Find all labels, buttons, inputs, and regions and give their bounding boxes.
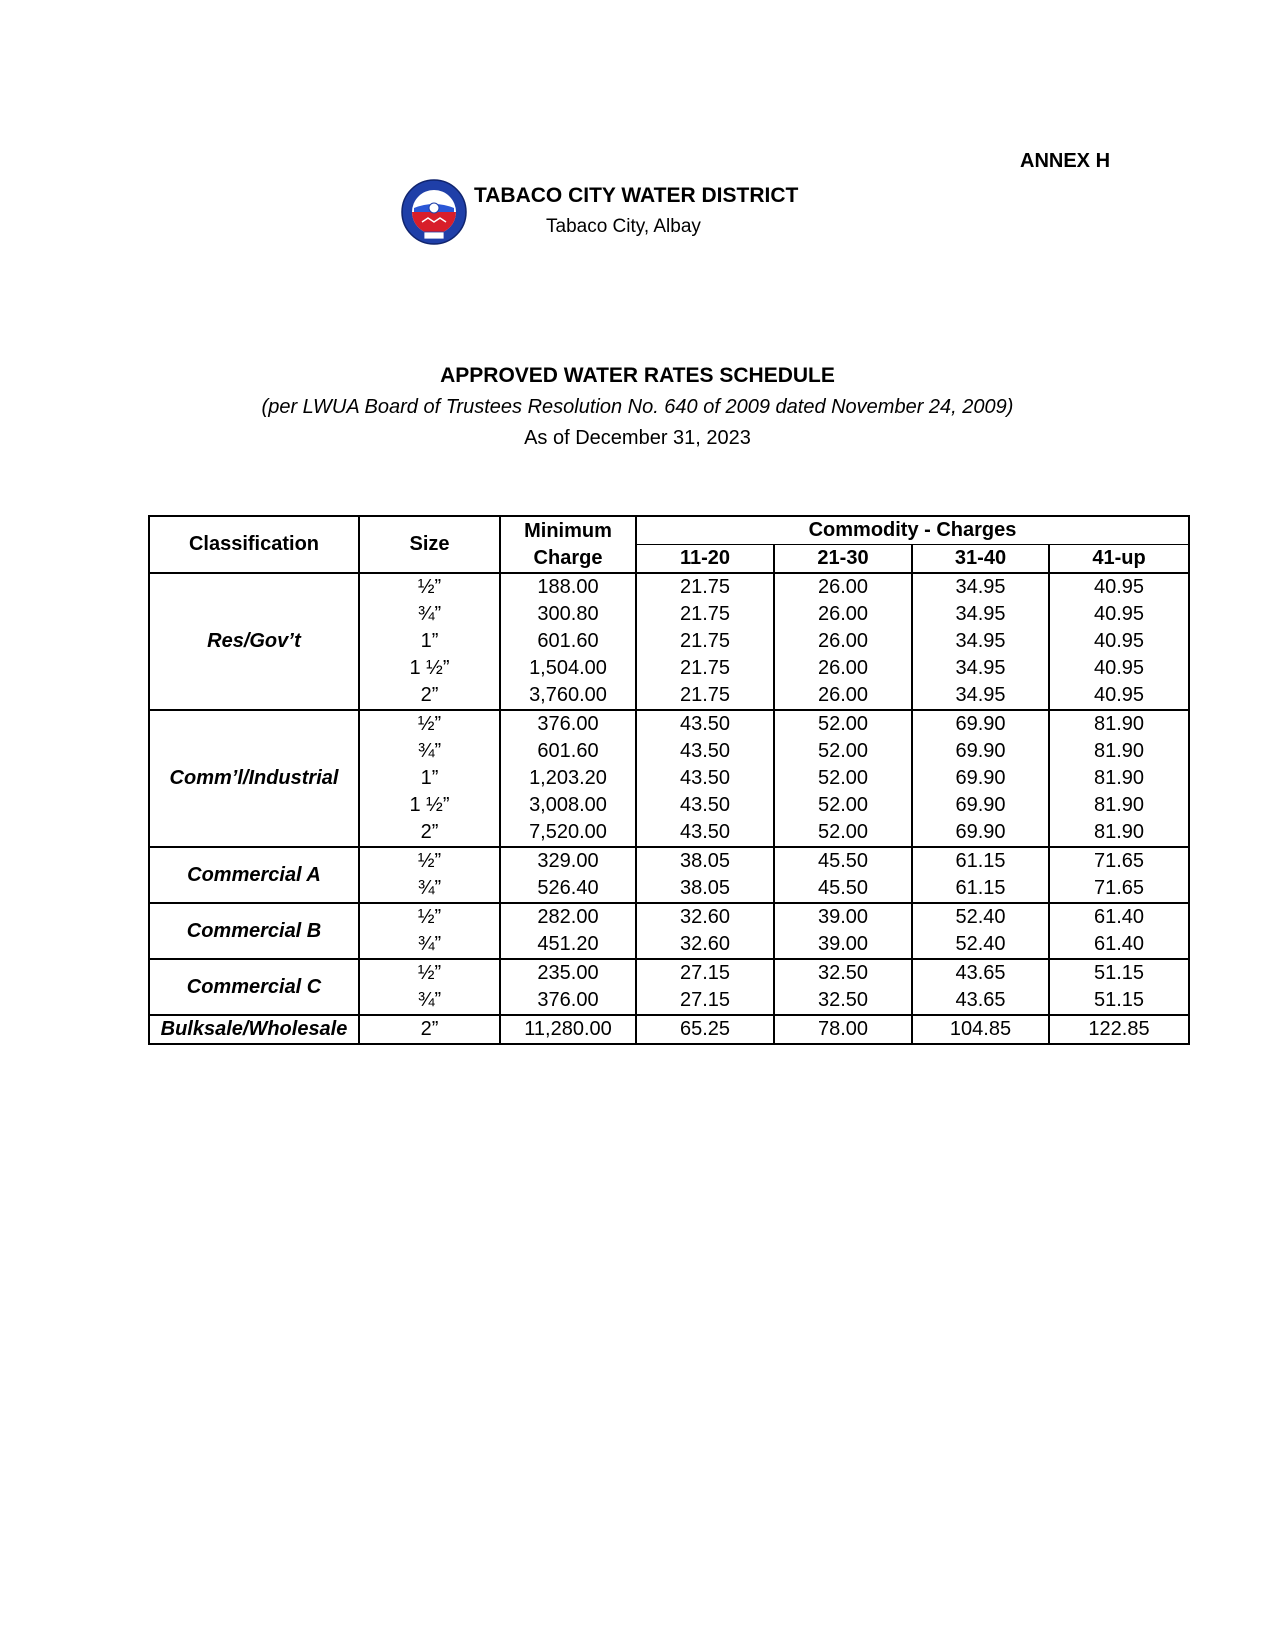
minimum-charge-cell: 3,760.00 — [500, 682, 636, 710]
charge-41-up-cell: 81.90 — [1049, 792, 1189, 819]
charge-11-20-cell: 32.60 — [636, 903, 774, 931]
charge-31-40-cell: 61.15 — [912, 875, 1049, 903]
size-cell: 1 ½” — [359, 655, 500, 682]
charge-21-30-cell: 52.00 — [774, 710, 912, 738]
minimum-charge-cell: 1,504.00 — [500, 655, 636, 682]
header-size: Size — [359, 516, 500, 573]
water-rates-table — [148, 515, 1190, 1045]
charge-21-30-cell: 52.00 — [774, 765, 912, 792]
size-cell: ½” — [359, 710, 500, 738]
document-subtitle: (per LWUA Board of Trustees Resolution No. 640 of 2009 dated November 24, 2009) — [261, 396, 1014, 418]
charge-31-40-cell: 34.95 — [912, 655, 1049, 682]
organization-address: Tabaco City, Albay — [546, 216, 701, 237]
charge-21-30-cell: 32.50 — [774, 959, 912, 987]
classification-cell: Commercial C — [149, 959, 359, 1015]
classification-cell: Res/Gov’t — [149, 573, 359, 710]
size-cell: ¾” — [359, 738, 500, 765]
charge-31-40-cell: 34.95 — [912, 601, 1049, 628]
size-cell: 1” — [359, 765, 500, 792]
charge-41-up-cell: 40.95 — [1049, 682, 1189, 710]
minimum-charge-cell: 11,280.00 — [500, 1015, 636, 1044]
charge-41-up-cell: 61.40 — [1049, 903, 1189, 931]
charge-41-up-cell: 40.95 — [1049, 573, 1189, 601]
charge-31-40-cell: 52.40 — [912, 931, 1049, 959]
header-bracket-31-40: 31-40 — [912, 545, 1049, 574]
size-cell: ¾” — [359, 875, 500, 903]
minimum-charge-cell: 376.00 — [500, 710, 636, 738]
charge-11-20-cell: 43.50 — [636, 738, 774, 765]
table-row — [149, 903, 1189, 931]
table-row — [149, 710, 1189, 738]
charge-41-up-cell: 81.90 — [1049, 765, 1189, 792]
charge-41-up-cell: 40.95 — [1049, 655, 1189, 682]
size-cell: ½” — [359, 573, 500, 601]
charge-11-20-cell: 21.75 — [636, 573, 774, 601]
minimum-charge-cell: 451.20 — [500, 931, 636, 959]
size-cell: 2” — [359, 682, 500, 710]
charge-11-20-cell: 21.75 — [636, 628, 774, 655]
charge-21-30-cell: 26.00 — [774, 573, 912, 601]
header-minimum-line2: Charge — [533, 546, 603, 569]
header-bracket-41-up: 41-up — [1049, 545, 1189, 574]
charge-41-up-cell: 40.95 — [1049, 601, 1189, 628]
size-cell: 2” — [359, 1015, 500, 1044]
size-cell: 1” — [359, 628, 500, 655]
document-title: APPROVED WATER RATES SCHEDULE — [440, 364, 835, 387]
charge-11-20-cell: 32.60 — [636, 931, 774, 959]
charge-31-40-cell: 104.85 — [912, 1015, 1049, 1044]
size-cell: ¾” — [359, 987, 500, 1015]
charge-41-up-cell: 71.65 — [1049, 847, 1189, 875]
header-minimum-charge — [500, 516, 636, 573]
charge-31-40-cell: 34.95 — [912, 573, 1049, 601]
charge-41-up-cell: 81.90 — [1049, 819, 1189, 847]
document-date: As of December 31, 2023 — [524, 427, 751, 449]
charge-41-up-cell: 81.90 — [1049, 738, 1189, 765]
charge-11-20-cell: 38.05 — [636, 875, 774, 903]
table-row — [149, 573, 1189, 601]
minimum-charge-cell: 329.00 — [500, 847, 636, 875]
charge-11-20-cell: 21.75 — [636, 655, 774, 682]
charge-21-30-cell: 32.50 — [774, 987, 912, 1015]
charge-41-up-cell: 122.85 — [1049, 1015, 1189, 1044]
charge-21-30-cell: 78.00 — [774, 1015, 912, 1044]
minimum-charge-cell: 235.00 — [500, 959, 636, 987]
charge-11-20-cell: 21.75 — [636, 682, 774, 710]
charge-41-up-cell: 81.90 — [1049, 710, 1189, 738]
minimum-charge-cell: 282.00 — [500, 903, 636, 931]
classification-cell: Commercial B — [149, 903, 359, 959]
minimum-charge-cell: 300.80 — [500, 601, 636, 628]
charge-11-20-cell: 27.15 — [636, 987, 774, 1015]
letterhead — [400, 178, 860, 248]
header-commodity-charges: Commodity - Charges — [636, 516, 1189, 545]
water-district-seal-logo — [400, 178, 468, 246]
charge-11-20-cell: 38.05 — [636, 847, 774, 875]
minimum-charge-cell: 188.00 — [500, 573, 636, 601]
charge-31-40-cell: 69.90 — [912, 710, 1049, 738]
charge-21-30-cell: 26.00 — [774, 682, 912, 710]
charge-31-40-cell: 34.95 — [912, 628, 1049, 655]
charge-31-40-cell: 43.65 — [912, 987, 1049, 1015]
charge-11-20-cell: 65.25 — [636, 1015, 774, 1044]
charge-21-30-cell: 26.00 — [774, 655, 912, 682]
charge-41-up-cell: 40.95 — [1049, 628, 1189, 655]
charge-11-20-cell: 43.50 — [636, 792, 774, 819]
charge-21-30-cell: 39.00 — [774, 903, 912, 931]
classification-cell: Comm’l/Industrial — [149, 710, 359, 847]
size-cell: ¾” — [359, 601, 500, 628]
table-row — [149, 847, 1189, 875]
charge-11-20-cell: 43.50 — [636, 765, 774, 792]
charge-41-up-cell: 61.40 — [1049, 931, 1189, 959]
header-bracket-11-20: 11-20 — [636, 545, 774, 574]
minimum-charge-cell: 601.60 — [500, 628, 636, 655]
charge-21-30-cell: 26.00 — [774, 628, 912, 655]
classification-cell: Commercial A — [149, 847, 359, 903]
charge-11-20-cell: 27.15 — [636, 959, 774, 987]
table-row — [149, 1015, 1189, 1044]
charge-31-40-cell: 61.15 — [912, 847, 1049, 875]
minimum-charge-cell: 7,520.00 — [500, 819, 636, 847]
charge-31-40-cell: 69.90 — [912, 819, 1049, 847]
header-minimum-line1: Minimum — [524, 519, 612, 542]
organization-name: TABACO CITY WATER DISTRICT — [474, 184, 799, 207]
charge-41-up-cell: 71.65 — [1049, 875, 1189, 903]
rates-table-body — [149, 573, 1189, 1044]
charge-21-30-cell: 45.50 — [774, 847, 912, 875]
size-cell: ¾” — [359, 931, 500, 959]
charge-41-up-cell: 51.15 — [1049, 987, 1189, 1015]
header-classification: Classification — [149, 516, 359, 573]
header-bracket-21-30: 21-30 — [774, 545, 912, 574]
size-cell: 1 ½” — [359, 792, 500, 819]
size-cell: ½” — [359, 959, 500, 987]
charge-31-40-cell: 43.65 — [912, 959, 1049, 987]
charge-31-40-cell: 69.90 — [912, 792, 1049, 819]
minimum-charge-cell: 1,203.20 — [500, 765, 636, 792]
charge-31-40-cell: 69.90 — [912, 765, 1049, 792]
charge-31-40-cell: 52.40 — [912, 903, 1049, 931]
table-row — [149, 959, 1189, 987]
minimum-charge-cell: 3,008.00 — [500, 792, 636, 819]
charge-31-40-cell: 69.90 — [912, 738, 1049, 765]
minimum-charge-cell: 601.60 — [500, 738, 636, 765]
charge-21-30-cell: 52.00 — [774, 792, 912, 819]
charge-41-up-cell: 51.15 — [1049, 959, 1189, 987]
minimum-charge-cell: 526.40 — [500, 875, 636, 903]
charge-21-30-cell: 52.00 — [774, 738, 912, 765]
charge-21-30-cell: 26.00 — [774, 601, 912, 628]
charge-11-20-cell: 43.50 — [636, 819, 774, 847]
size-cell: ½” — [359, 903, 500, 931]
charge-21-30-cell: 52.00 — [774, 819, 912, 847]
classification-cell: Bulksale/Wholesale — [149, 1015, 359, 1044]
size-cell: ½” — [359, 847, 500, 875]
size-cell: 2” — [359, 819, 500, 847]
charge-31-40-cell: 34.95 — [912, 682, 1049, 710]
minimum-charge-cell: 376.00 — [500, 987, 636, 1015]
charge-11-20-cell: 21.75 — [636, 601, 774, 628]
annex-label: ANNEX H — [1020, 150, 1111, 172]
charge-11-20-cell: 43.50 — [636, 710, 774, 738]
charge-21-30-cell: 39.00 — [774, 931, 912, 959]
charge-21-30-cell: 45.50 — [774, 875, 912, 903]
